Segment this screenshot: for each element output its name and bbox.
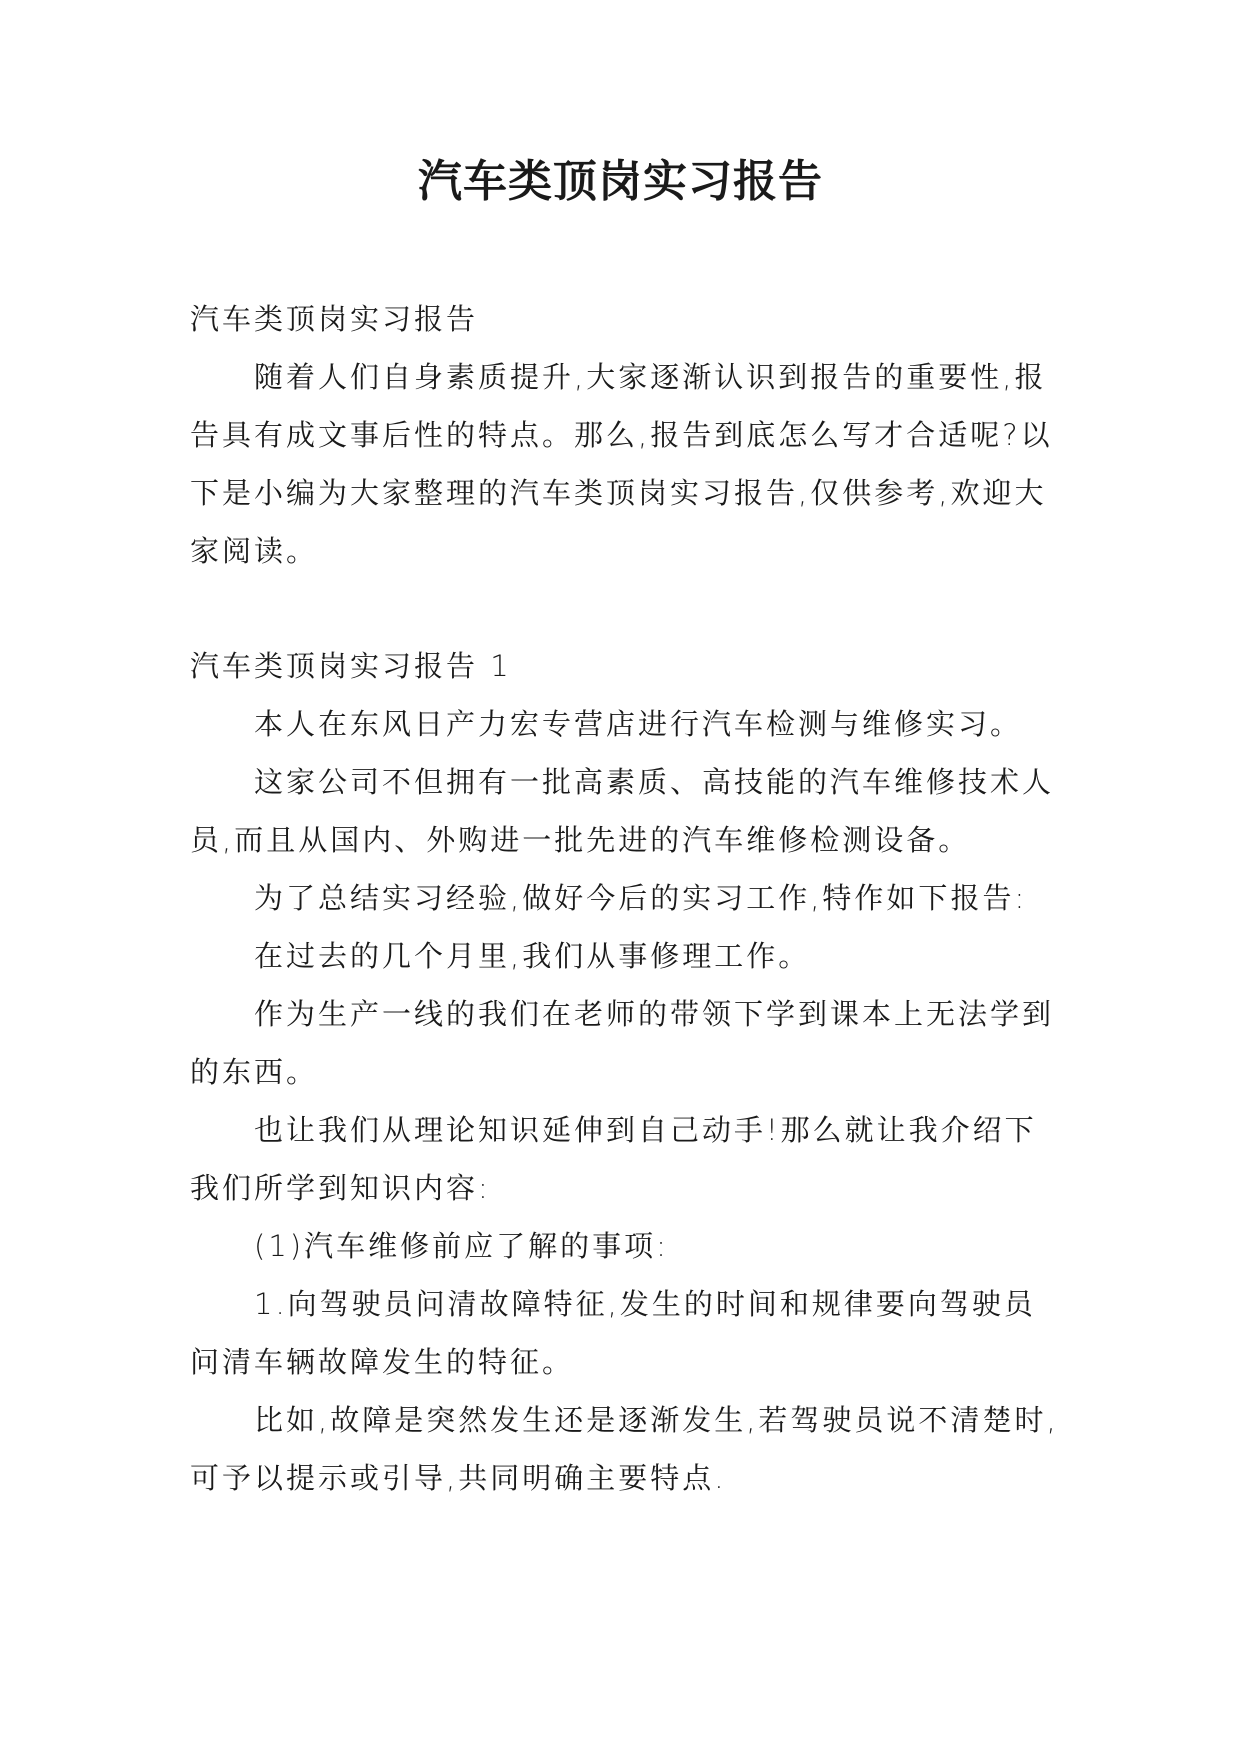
section-spacer	[190, 580, 1060, 637]
intro-paragraph: 随着人们自身素质提升,大家逐渐认识到报告的重要性,报告具有成文事后性的特点。那么,报告到底怎么写才合适呢?以下是小编为大家整理的汽车类顶岗实习报告,仅供参考,欢迎大家阅读。	[190, 360, 1053, 568]
document-subtitle: 汽车类顶岗实习报告	[190, 302, 479, 336]
body-paragraph: (1)汽车维修前应了解的事项:	[254, 1229, 669, 1263]
section-heading: 汽车类顶岗实习报告 1	[190, 649, 512, 683]
body-paragraph: 也让我们从理论知识延伸到自己动手!那么就让我介绍下我们所学到知识内容:	[190, 1113, 1037, 1205]
body-paragraph: 作为生产一线的我们在老师的带领下学到课本上无法学到的东西。	[190, 997, 1055, 1089]
body-paragraph: 比如,故障是突然发生还是逐渐发生,若驾驶员说不清楚时,可予以提示或引导,共同明确主要特点.	[190, 1403, 1059, 1495]
document-body	[190, 290, 1060, 1507]
body-paragraph: 1.向驾驶员问清故障特征,发生的时间和规律要向驾驶员问清车辆故障发生的特征。	[190, 1287, 1036, 1379]
body-paragraph: 在过去的几个月里,我们从事修理工作。	[254, 939, 811, 973]
body-paragraph: 本人在东风日产力宏专营店进行汽车检测与维修实习。	[254, 707, 1023, 741]
document-title: 汽车类顶岗实习报告	[418, 156, 823, 207]
body-paragraph: 这家公司不但拥有一批高素质、高技能的汽车维修技术人员,而且从国内、外购进一批先进的汽车维修检测设备。	[190, 765, 1055, 857]
body-paragraph: 为了总结实习经验,做好今后的实习工作,特作如下报告:	[254, 881, 1028, 915]
